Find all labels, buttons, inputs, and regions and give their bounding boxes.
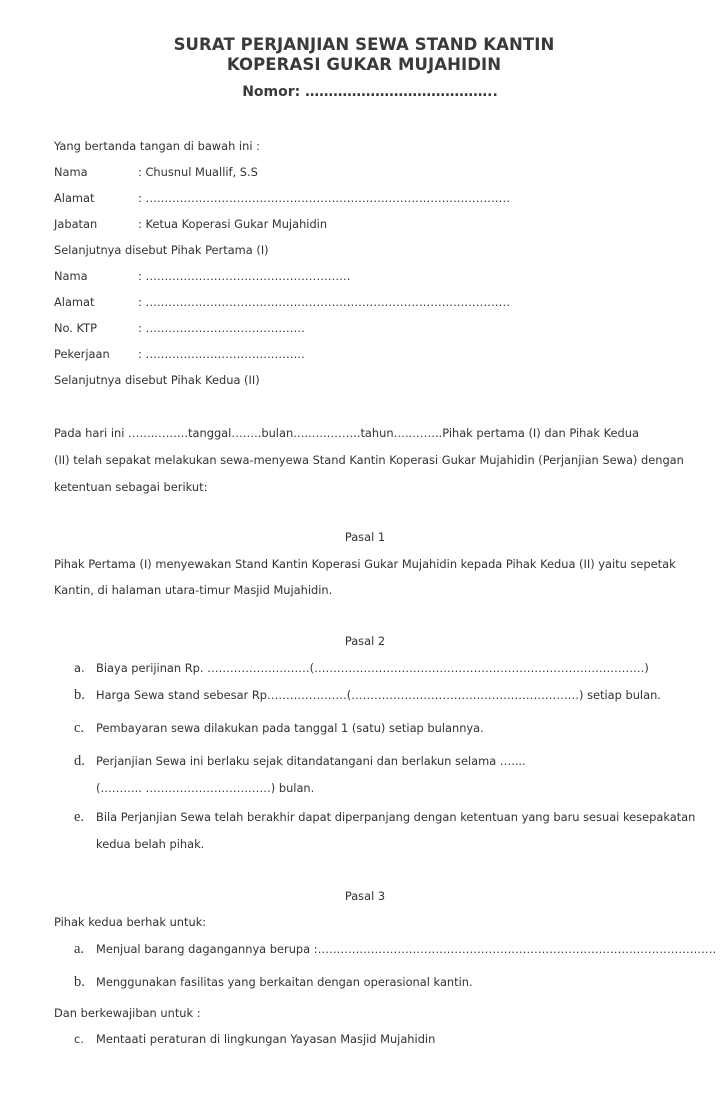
field-value: : …………………………………………………………………………………… <box>138 295 510 309</box>
paragraph-line: (II) telah sepakat melakukan sewa-menyewa Stand Kantin Koperasi Gukar Mujahidin (Perjanjian Sewa) dengan <box>54 453 684 467</box>
field-value: : Chusnul Muallif, S.S <box>138 165 258 179</box>
field-value: : …………………………………………………………………………………… <box>138 191 510 205</box>
kewajiban-heading: Dan berkewajiban untuk : <box>54 1006 201 1020</box>
list-marker: e. <box>74 809 85 825</box>
pihak-pertama-closing: Selanjutnya disebut Pihak Pertama (I) <box>54 243 269 257</box>
list-item-text: (……….. ……………………………) bulan. <box>96 781 315 795</box>
field-value: : …………………………………… <box>138 321 305 335</box>
list-item-text: Harga Sewa stand sebesar Rp…………………(……………………………………………………) setiap bulan. <box>96 688 661 702</box>
list-marker: a. <box>74 661 85 675</box>
paragraph-line: ketentuan sebagai berikut: <box>54 480 208 494</box>
list-item-text: Perjanjian Sewa ini berlaku sejak ditandatangani dan berlakun selama ….... <box>96 754 526 768</box>
list-marker: c. <box>74 720 85 736</box>
list-item-text: Biaya perijinan Rp. ………………………(……………………………………………………………………………) <box>96 661 649 675</box>
field-value: : Ketua Koperasi Gukar Mujahidin <box>138 217 328 231</box>
field-label: Alamat <box>54 295 95 309</box>
pihak-kedua-closing: Selanjutnya disebut Pihak Kedua (II) <box>54 373 260 387</box>
field-label: Alamat <box>54 191 95 205</box>
document-title-line-2: KOPERASI GUKAR MUJAHIDIN <box>226 55 502 74</box>
document-title-line-1: SURAT PERJANJIAN SEWA STAND KANTIN <box>173 35 555 54</box>
field-label: Jabatan <box>54 217 98 231</box>
document-number: Nomor: ………………………………….. <box>242 84 498 100</box>
field-label: No. KTP <box>54 321 97 335</box>
list-marker: c. <box>74 1032 84 1046</box>
list-item-text: Pembayaran sewa dilakukan pada tanggal 1 (satu) setiap bulannya. <box>96 721 484 735</box>
list-marker: b. <box>74 687 85 703</box>
list-item-text: Menggunakan fasilitas yang berkaitan dengan operasional kantin. <box>96 975 473 989</box>
list-marker: d. <box>74 753 85 769</box>
pasal-heading: Pasal 1 <box>344 530 386 544</box>
list-item-text: Mentaati peraturan di lingkungan Yayasan Masjid Mujahidin <box>96 1032 436 1046</box>
paragraph-line: Pada hari ini ……..……..tanggal……..bulan…..…..……..tahun…..……..Pihak pertama (I) dan Pihak Kedua <box>54 426 639 440</box>
field-label: Pekerjaan <box>54 347 110 361</box>
field-value: : ……………………………………………… <box>138 269 351 283</box>
list-item-text: Menjual barang dagangannya berupa :…………………………………………………………………………………………… <box>96 942 717 956</box>
list-marker: b. <box>74 974 85 990</box>
intro-text: Yang bertanda tangan di bawah ini : <box>54 139 260 153</box>
list-item-text: kedua belah pihak. <box>96 837 205 851</box>
paragraph-line: Kantin, di halaman utara-timur Masjid Mujahidin. <box>54 583 333 597</box>
hak-heading: Pihak kedua berhak untuk: <box>54 915 207 929</box>
list-marker: a. <box>74 941 85 957</box>
field-label: Nama <box>54 165 88 179</box>
pasal-heading: Pasal 2 <box>344 634 386 648</box>
pasal-heading: Pasal 3 <box>344 889 386 903</box>
list-item-text: Bila Perjanjian Sewa telah berakhir dapat diperpanjang dengan ketentuan yang baru sesuai kesepakatan <box>96 810 696 824</box>
field-label: Nama <box>54 269 88 283</box>
paragraph-line: Pihak Pertama (I) menyewakan Stand Kantin Koperasi Gukar Mujahidin kepada Pihak Kedua (II) yaitu sepetak <box>54 557 676 571</box>
field-value: : …………………………………… <box>138 347 305 361</box>
